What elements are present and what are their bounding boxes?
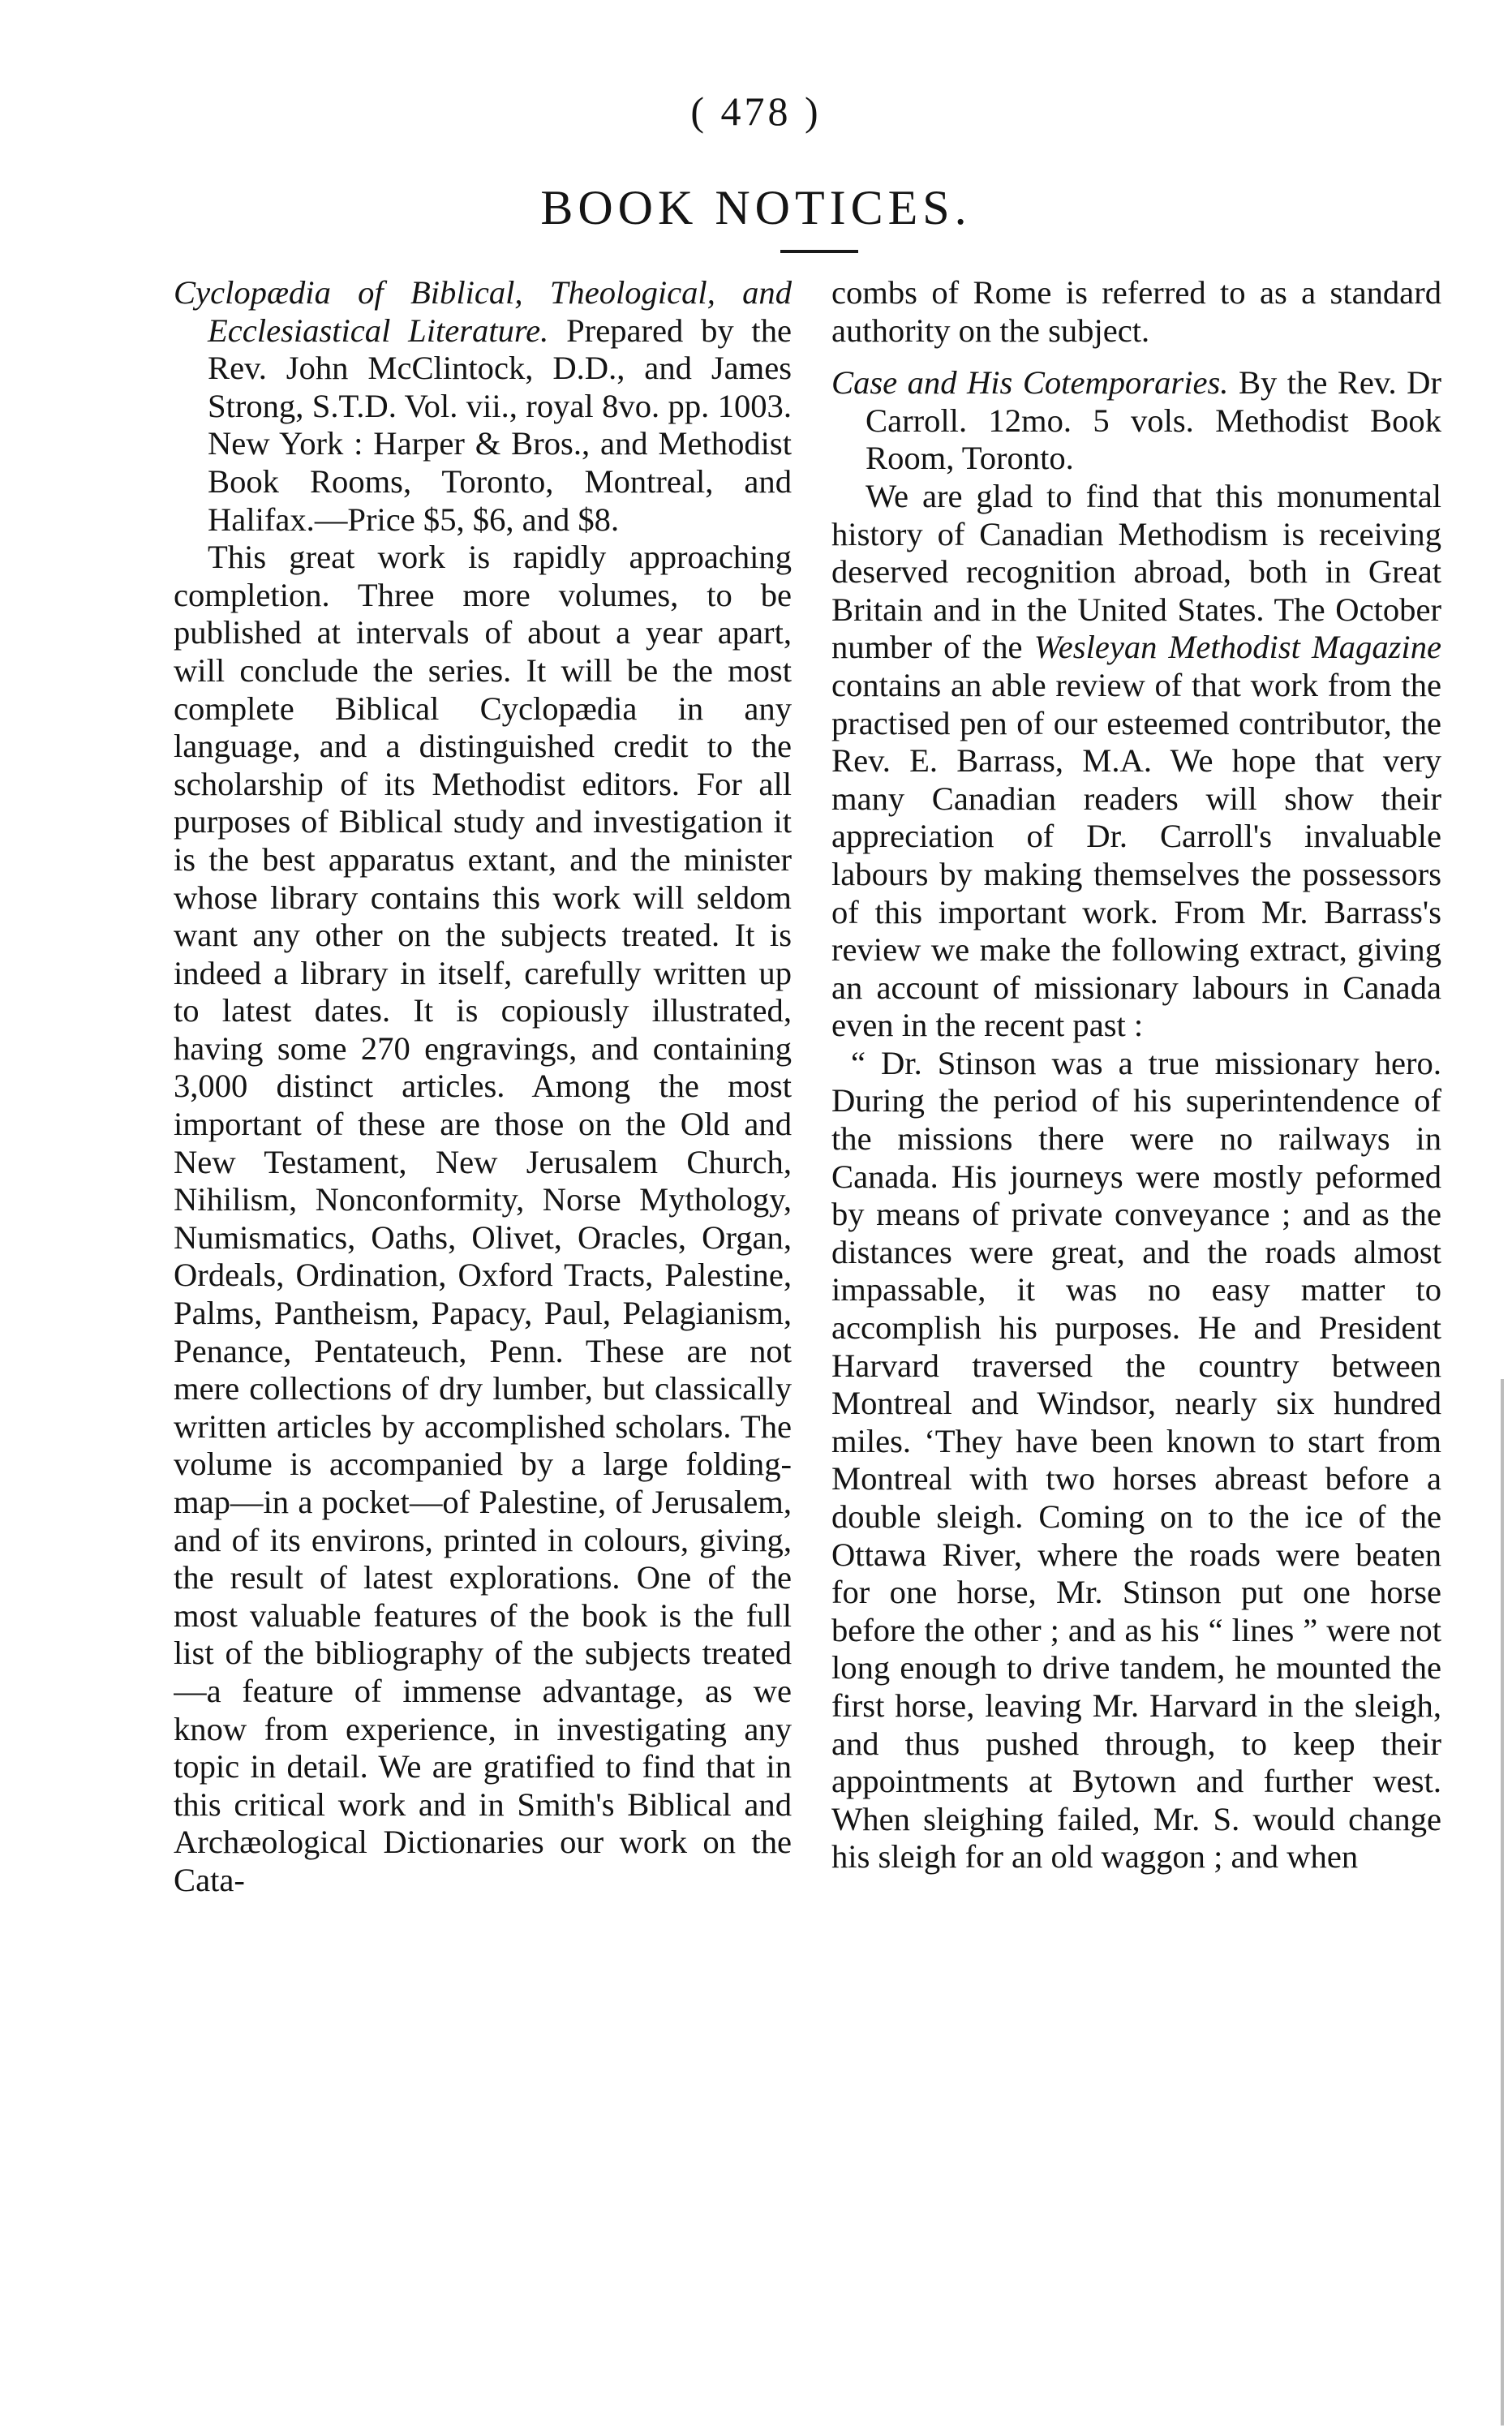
quoted-extract: “ Dr. Stinson was a true missionary hero. During the period of his superintendence of the missions there were no railways in Canada. His journeys were mostly peformed by means of private conveyance ; and as the distances were great, and the roads almost impassable, it was no easy matter to accomplish his purposes. He and President Harvard traversed the country between Montreal and Windsor, nearly six hundred miles. ‘They have been known to start from Montreal with two horses abreast before a double sleigh. Coming on to the ice of the Ottawa River, where the roads were beaten for one horse, Mr. Stinson put one horse before the other ; and as his “ lines ” were not long enough to drive tandem, he mounted the first horse, leaving Mr. Harvard in the sleigh, and thus pushed through, to keep their appointments at Bytown and further west. When sleighing failed, Mr. S. would change his sleigh for an old waggon ; and when — [831, 1044, 1441, 1876]
review-text: contains an able review of that work from the practised pen of our esteemed contributor, the Rev. E. Barrass, M.A. We hope that very many Canadian readers will show their appreciation of Dr. Carroll's invaluable labours by making themselves the possessors of this important work. From Mr. Barrass's review we make the following extract, giving an account of missionary labours in Canada even in the recent past : — [831, 666, 1441, 1044]
book-entry-cyclopaedia — [174, 274, 792, 539]
magazine-title: Wesleyan Methodist Magazine — [1033, 629, 1441, 666]
left-column — [174, 274, 792, 2383]
book-details: Prepared by the Rev. John McClintock, D.D., and James Strong, S.T.D. Vol. vii., royal 8vo. pp. 1003. New York : Harper & Bros., and Methodist Book Rooms, Toronto, Montreal, and Halifax.—Price $5, $6, and $8. — [208, 312, 792, 538]
page-number: ( 478 ) — [690, 88, 822, 134]
review-paragraph — [831, 478, 1441, 1045]
review-text: We are glad to find that this monumental history of Canadian Methodism is receiving deserved recognition abroad, both in Great Britain and in the United States. The October number of the — [831, 477, 1441, 666]
section-title: BOOK NOTICES. — [540, 181, 972, 234]
title-rule — [780, 250, 858, 253]
review-paragraph: This great work is rapidly approaching completion. Three more volumes, to be published at intervals of about a year apart, will conclude the series. It will be the most complete Biblical Cyclopædia in any language, and a distinguished credit to the scholarship of its Methodist editors. For all purposes of Biblical study and investigation it is the best apparatus extant, and the minister whose library contains this work will seldom want any other on the subjects treated. It is indeed a library in itself, carefully written up to latest dates. It is copiously illustrated, having some 270 engravings, and containing 3,000 distinct articles. Among the most important of these are those on the Old and New Testament, New Jerusalem Church, Nihilism, Nonconformity, Norse Mythology, Numismatics, Oaths, Olivet, Oracles, Organ, Ordeals, Ordination, Oxford Tracts, Palestine, Palms, Pantheism, Papacy, Paul, Pelagianism, Penance, Pentateuch, Penn. These are not mere collections of dry lumber, but classically written articles by accomplished scholars. The volume is accompanied by a large folding-map—in a pocket—of Palestine, of Jerusalem, and of its environs, printed in colours, giving, the result of latest explorations. One of the most valuable features of the book is the full list of the bibliography of the subjects treated—a feature of immense advantage, as we know from experience, in investigating any topic in detail. We are gratified to find that in this critical work and in Smith's Biblical and Archæological Dictionaries our work on the Cata- — [174, 539, 792, 1898]
book-title: Cyclopædia of Biblical, Theological, and Ecclesiastical Literature. — [174, 274, 792, 349]
book-entry-case — [831, 364, 1441, 478]
page-edge-shadow — [1501, 1379, 1504, 2426]
book-title: Case and His Cotemporaries. — [831, 364, 1229, 402]
continued-paragraph: combs of Rome is referred to as a standard authority on the subject. — [831, 274, 1441, 349]
right-column — [831, 274, 1441, 2383]
book-details: By the Rev. Dr Carroll. 12mo. 5 vols. Methodist Book Room, Toronto. — [866, 364, 1441, 477]
